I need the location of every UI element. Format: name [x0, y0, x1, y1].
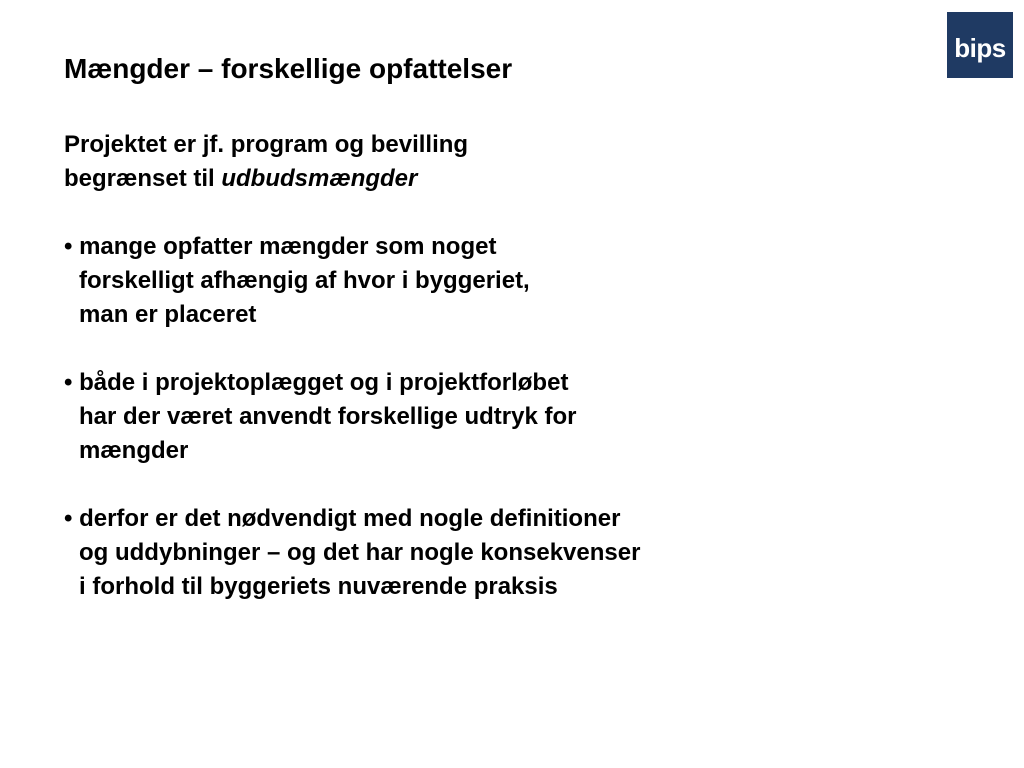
- bullet-line: derfor er det nødvendigt med nogle definitioner: [79, 505, 621, 532]
- bullet-marker: •: [64, 369, 73, 396]
- bullet-marker: •: [64, 233, 73, 260]
- bullet-item: [64, 230, 640, 332]
- intro-line-1: Projektet er jf. program og bevilling: [64, 131, 469, 158]
- bullet-line: både i projektoplægget og i projektforløbet: [79, 369, 569, 396]
- intro-line-2: [64, 162, 640, 196]
- bullet-line: og uddybninger – og det har nogle konsekvenser: [79, 539, 641, 566]
- intro-emphasis: udbudsmængder: [221, 165, 418, 192]
- bullet-line: i forhold til byggeriets nuværende praksis: [79, 573, 558, 600]
- bullet-item: [64, 502, 640, 604]
- bullet-line: har der været anvendt forskellige udtryk for: [79, 403, 577, 430]
- bips-logo: bips: [947, 12, 1013, 78]
- slide-title: Mængder – forskellige opfattelser: [64, 53, 513, 84]
- bullet-line: man er placeret: [79, 301, 257, 328]
- bullet-line: mængder: [79, 437, 189, 464]
- bullet-item: [64, 366, 640, 468]
- intro-line-2-prefix: begrænset til: [64, 165, 222, 192]
- bullet-line: mange opfatter mængder som noget: [79, 233, 497, 260]
- bullet-line: forskelligt afhængig af hvor i byggeriet,: [79, 267, 530, 294]
- slide-body: [64, 128, 640, 604]
- bullet-marker: •: [64, 505, 73, 532]
